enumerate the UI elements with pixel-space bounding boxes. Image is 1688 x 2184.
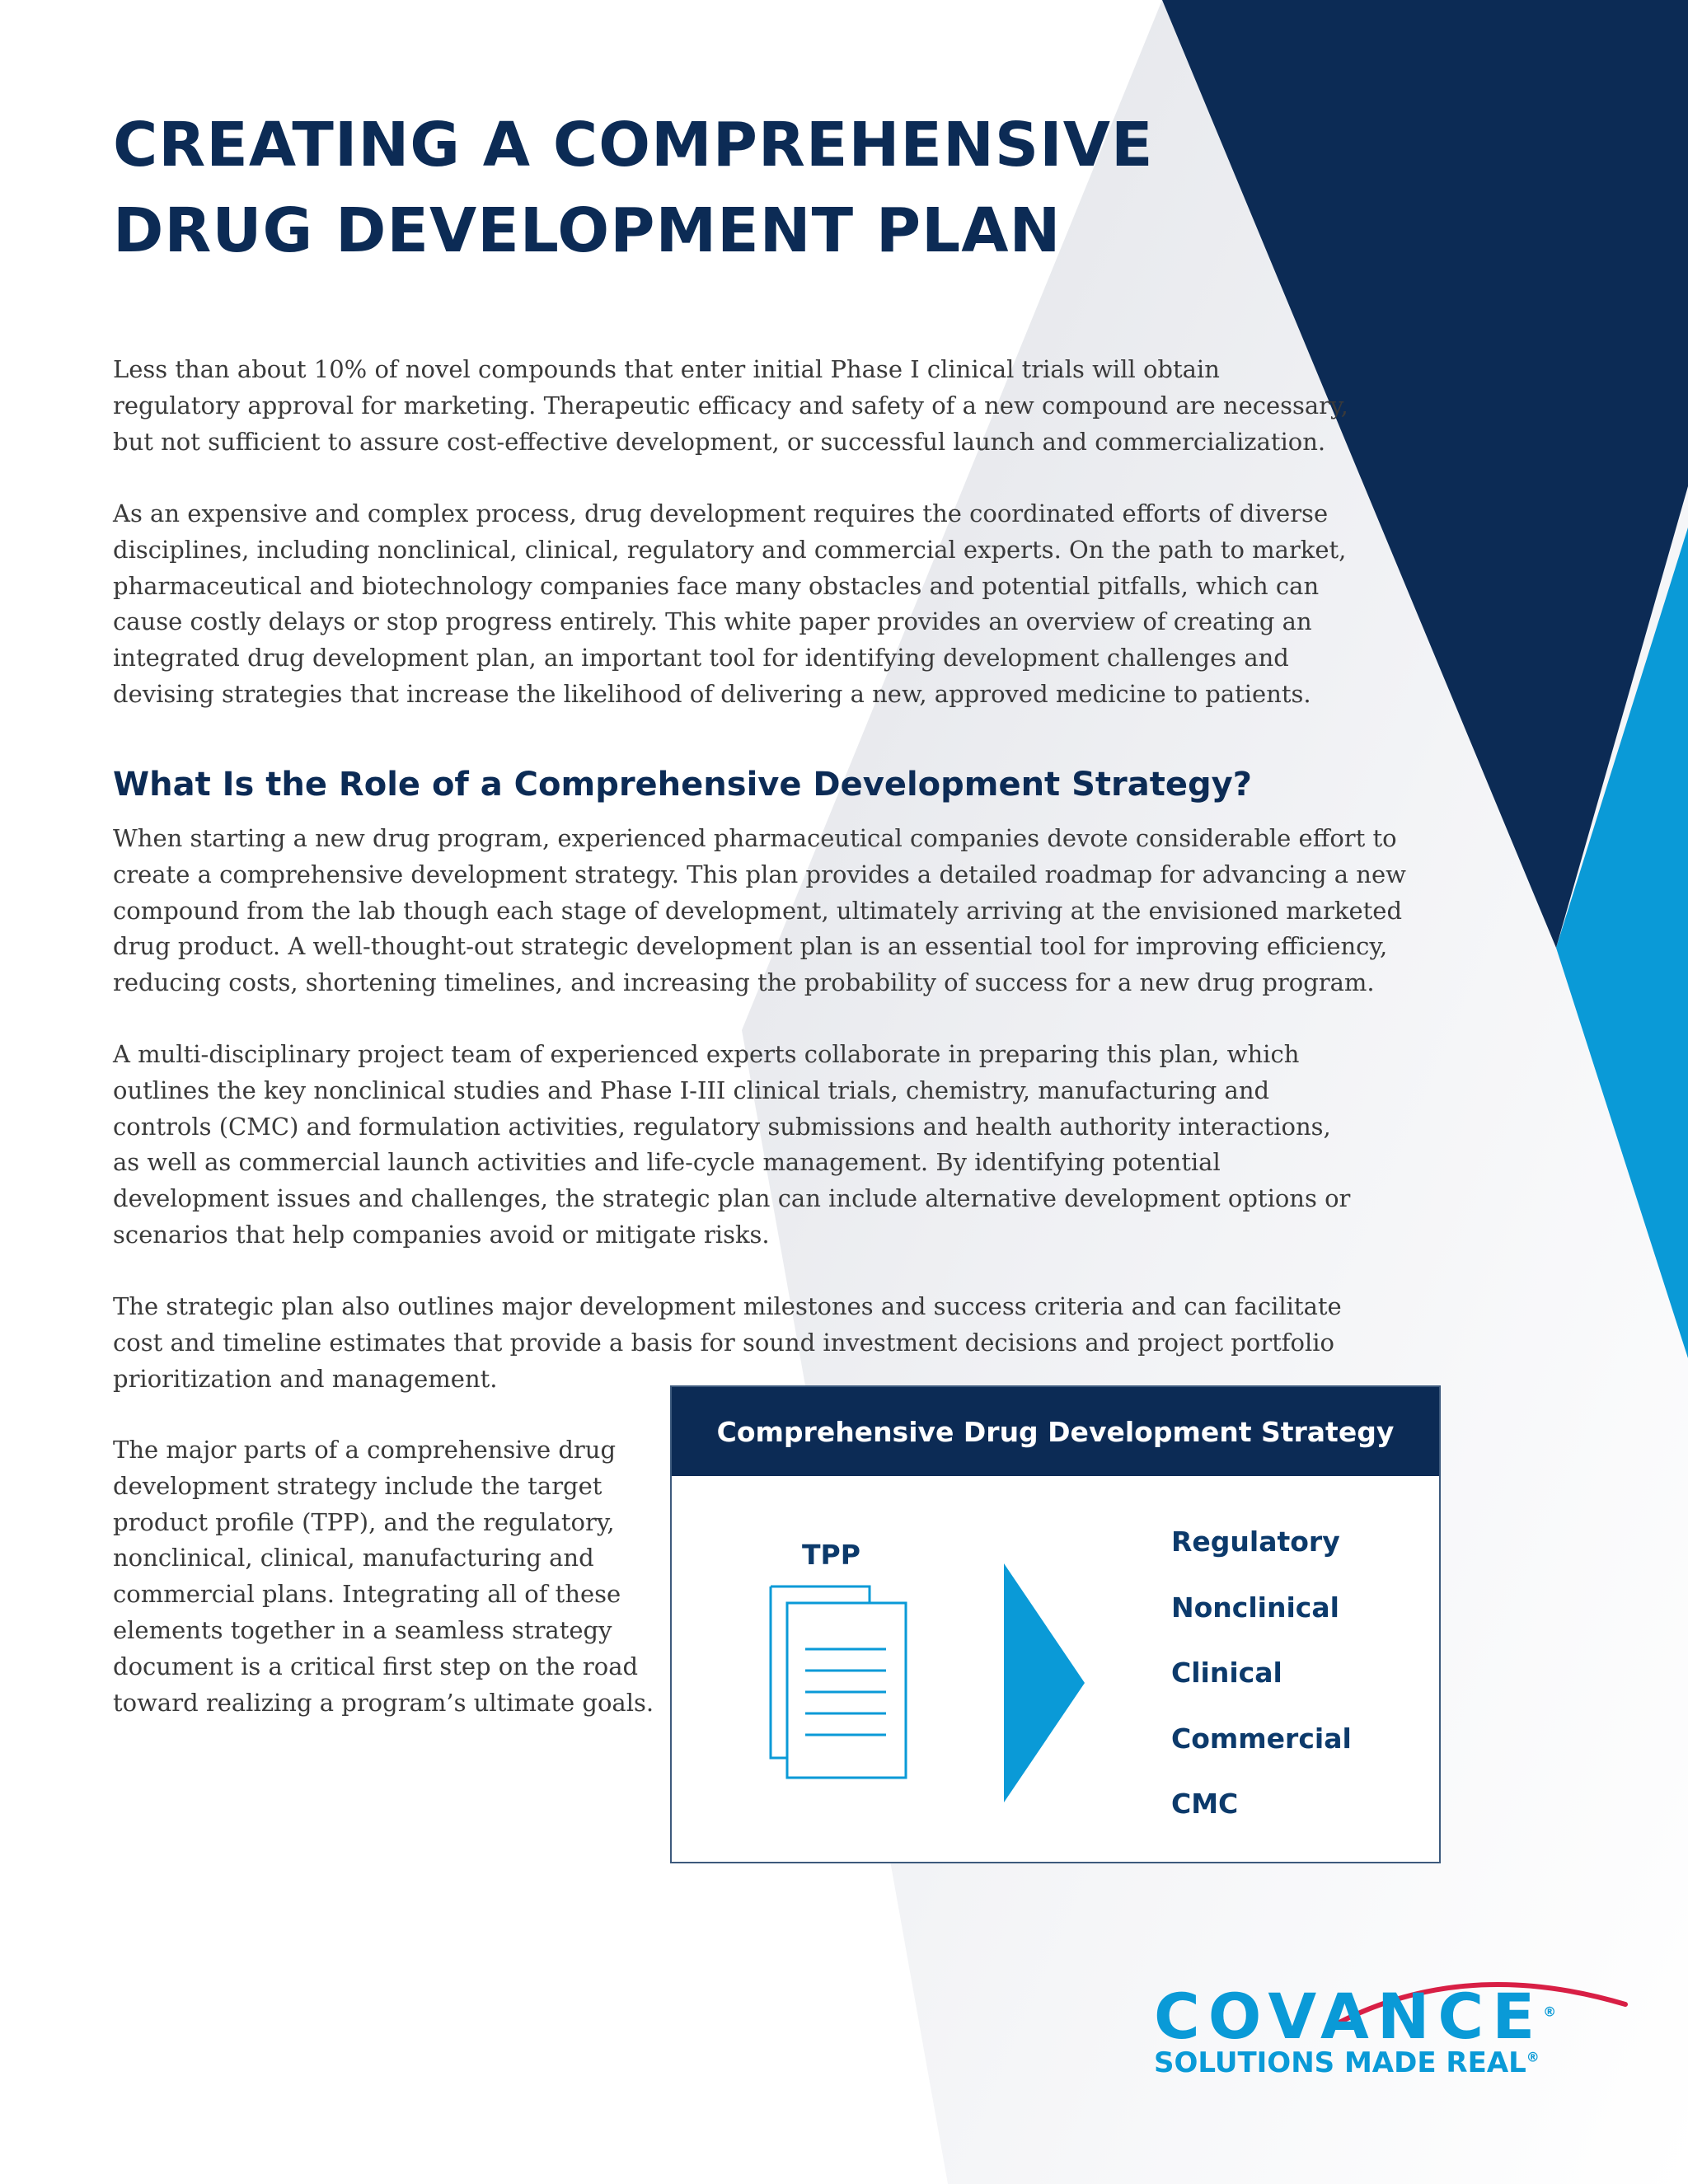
text-line: prioritization and management. [113, 1364, 498, 1393]
text-line: document is a critical first step on the road [113, 1652, 639, 1680]
section-paragraph-4 [113, 1432, 654, 1721]
text-line: create a comprehensive development strategy. This plan provides a detailed roadmap for advancing a new [113, 860, 1406, 888]
text-line: toward realizing a program’s ultimate goals. [113, 1688, 654, 1717]
text-line: but not sufficient to assure cost-effective development, or successful launch and commercialization. [113, 427, 1326, 456]
intro-paragraph-1 [113, 352, 1348, 460]
title-line: CREATING A COMPREHENSIVE [113, 110, 1154, 180]
section-heading: What Is the Role of a Comprehensive Development Strategy? [113, 766, 1252, 804]
text-line: cause costly delays or stop progress entirely. This white paper provides an overview of creating an [113, 607, 1312, 636]
document-title [113, 102, 1184, 274]
text-line: The major parts of a comprehensive drug [113, 1436, 617, 1464]
strategy-figure [670, 1385, 1441, 1863]
text-line: as well as commercial launch activities and life-cycle management. By identifying potential [113, 1148, 1221, 1177]
section-paragraph-2 [113, 1037, 1350, 1254]
tpp-label: TPP [802, 1539, 860, 1571]
figure-title: Comprehensive Drug Development Strategy [672, 1387, 1439, 1476]
text-line: pharmaceutical and biotechnology companies face many obstacles and potential pitfalls, which can [113, 571, 1320, 600]
document-stack-icon [769, 1585, 917, 1783]
text-line: integrated drug development plan, an important tool for identifying development challenges and [113, 644, 1289, 673]
text-line: development strategy include the target [113, 1471, 603, 1500]
plan-item-clinical: Clinical [1171, 1657, 1282, 1689]
intro-paragraph-2 [113, 496, 1346, 713]
text-line: As an expensive and complex process, drug development requires the coordinated efforts of diverse [113, 499, 1329, 527]
text-line: scenarios that help companies avoid or mitigate risks. [113, 1220, 770, 1249]
plan-item-commercial: Commercial [1171, 1722, 1352, 1755]
plan-item-cmc: CMC [1171, 1788, 1239, 1820]
logo-wordmark-text: COVANCE [1154, 1980, 1544, 2053]
text-line: development issues and challenges, the strategic plan can include alternative development options or [113, 1184, 1351, 1213]
section-paragraph-1 [113, 821, 1406, 1001]
logo-tagline-registered-mark: ® [1526, 2049, 1540, 2065]
plan-item-regulatory: Regulatory [1171, 1526, 1340, 1558]
plan-item-nonclinical: Nonclinical [1171, 1591, 1339, 1624]
text-line: product profile (TPP), and the regulatory, [113, 1507, 615, 1536]
logo-tagline [1154, 2046, 1540, 2079]
text-line: nonclinical, clinical, manufacturing and [113, 1544, 594, 1572]
text-line: devising strategies that increase the likelihood of delivering a new, approved medicine to patients. [113, 679, 1311, 708]
text-line: A multi-disciplinary project team of experienced experts collaborate in preparing this plan, which [113, 1040, 1300, 1068]
covance-logo [1146, 1961, 1640, 2085]
text-line: disciplines, including nonclinical, clinical, regulatory and commercial experts. On the path to market, [113, 535, 1347, 564]
text-line: regulatory approval for marketing. Therapeutic efficacy and safety of a new compound are necessary, [113, 391, 1348, 419]
text-line: cost and timeline estimates that provide a basis for sound investment decisions and project portfolio [113, 1328, 1334, 1357]
title-line: DRUG DEVELOPMENT PLAN [113, 195, 1062, 266]
text-line: outlines the key nonclinical studies and Phase I-III clinical trials, chemistry, manufacturing and [113, 1076, 1270, 1104]
text-line: Less than about 10% of novel compounds that enter initial Phase I clinical trials will obtain [113, 355, 1220, 383]
text-line: compound from the lab though each stage of development, ultimately arriving at the envisioned marketed [113, 896, 1403, 925]
text-line: controls (CMC) and formulation activities, regulatory submissions and health authority interactions, [113, 1112, 1331, 1141]
logo-wordmark [1154, 1980, 1556, 2053]
logo-registered-mark: ® [1543, 2004, 1557, 2020]
arrow-right-triangle-icon [1004, 1563, 1086, 1802]
text-line: elements together in a seamless strategy [113, 1615, 612, 1644]
text-line: commercial plans. Integrating all of these [113, 1580, 621, 1609]
plan-list [1171, 1526, 1352, 1854]
section-paragraph-3 [113, 1289, 1342, 1397]
text-line: drug product. A well-thought-out strategic development plan is an essential tool for improving efficiency, [113, 932, 1388, 961]
text-line: When starting a new drug program, experienced pharmaceutical companies devote considerable effort to [113, 824, 1397, 852]
text-line: reducing costs, shortening timelines, and increasing the probability of success for a new drug program. [113, 968, 1375, 997]
text-line: The strategic plan also outlines major development milestones and success criteria and can facilitate [113, 1292, 1342, 1320]
logo-tagline-text: SOLUTIONS MADE REAL [1154, 2046, 1526, 2079]
